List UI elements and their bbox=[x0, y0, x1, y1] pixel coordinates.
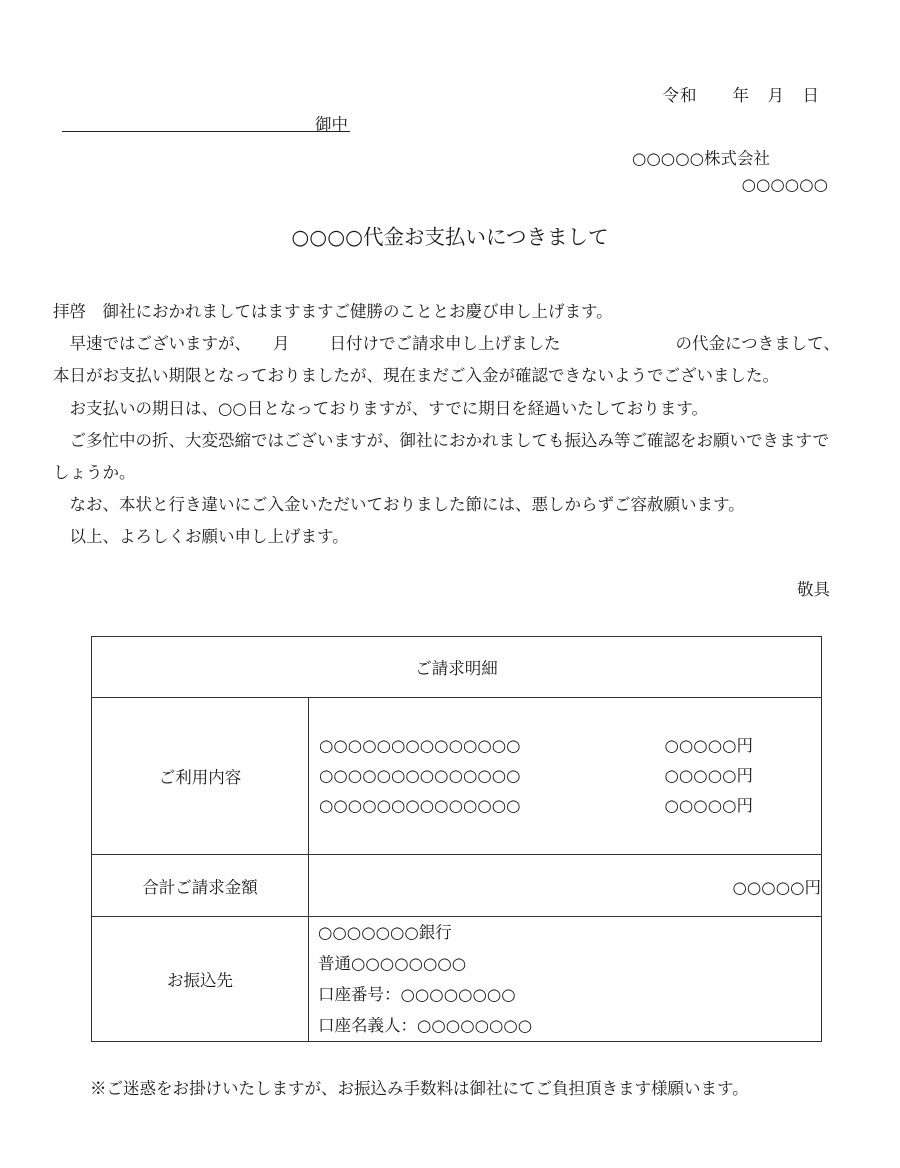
account-number: 口座番号：○○○○○○○○ bbox=[318, 985, 516, 1004]
greeting-paragraph: 拝啓 御社におかれましてはますますご健勝のこととお慶び申し上げます。 bbox=[53, 302, 613, 321]
bank-label: お振込先 bbox=[92, 917, 309, 1042]
account-type: 普通○○○○○○○○ bbox=[318, 954, 467, 973]
usage-item: ○○○○○○○○○○○○○○ ○○○○○円 bbox=[319, 796, 753, 815]
overdue-intro: 早速ではございますが、 bbox=[69, 334, 251, 354]
request-paragraph: ご多忙中の折、大変恐縮ではございますが、御社におかれましても振込み等ご確認をお願いできますでしょうか。 bbox=[53, 430, 829, 483]
closing-paragraph: 以上、よろしくお願い申し上げます。 bbox=[69, 527, 349, 547]
sender-name: ○○○○○○ bbox=[741, 175, 828, 194]
letter-date: 令和 年 月 日 bbox=[662, 86, 820, 105]
bank-details bbox=[309, 917, 822, 1042]
total-value: ○○○○○円 bbox=[309, 855, 822, 917]
usage-item: ○○○○○○○○○○○○○○ ○○○○○円 bbox=[319, 766, 753, 785]
invoice-date-text: 日付けでご請求申し上げました bbox=[329, 334, 561, 354]
bank-name: ○○○○○○○銀行 bbox=[318, 923, 452, 942]
letter-body bbox=[53, 296, 843, 554]
footnote: ※ご迷惑をお掛けいたしますが、お振込み手数料は御社にてご負担頂きます様願います。 bbox=[90, 1079, 749, 1098]
apology-paragraph: なお、本状と行き違いにご入金いただいておりました節には、悪しからずご容赦願います。 bbox=[69, 495, 745, 515]
overdue-paragraph bbox=[53, 328, 843, 392]
sender-company: ○○○○○株式会社 bbox=[632, 149, 770, 168]
letter-subject: ○○○○代金お支払いにつきまして bbox=[291, 225, 609, 249]
table-title: ご請求明細 bbox=[92, 637, 822, 698]
recipient-name-line bbox=[62, 131, 350, 132]
overdue-detail: の代金につきまして、本日がお支払い期限となっておりましたが、現在まだご入金が確認できないようでございました。 bbox=[53, 334, 840, 386]
usage-item: ○○○○○○○○○○○○○○ ○○○○○円 bbox=[319, 736, 753, 755]
invoice-details-table bbox=[91, 636, 822, 1042]
closing-word: 敬具 bbox=[797, 580, 830, 599]
usage-items bbox=[309, 698, 822, 855]
recipient-suffix: 御中 bbox=[315, 115, 348, 134]
total-label: 合計ご請求金額 bbox=[92, 855, 309, 917]
account-holder: 口座名義人：○○○○○○○○ bbox=[318, 1016, 533, 1035]
month-label: 月 bbox=[273, 334, 290, 354]
due-date-paragraph: お支払いの期日は、○○日となっておりますが、すでに期日を経過いたしております。 bbox=[69, 398, 708, 418]
usage-label: ご利用内容 bbox=[92, 698, 309, 855]
